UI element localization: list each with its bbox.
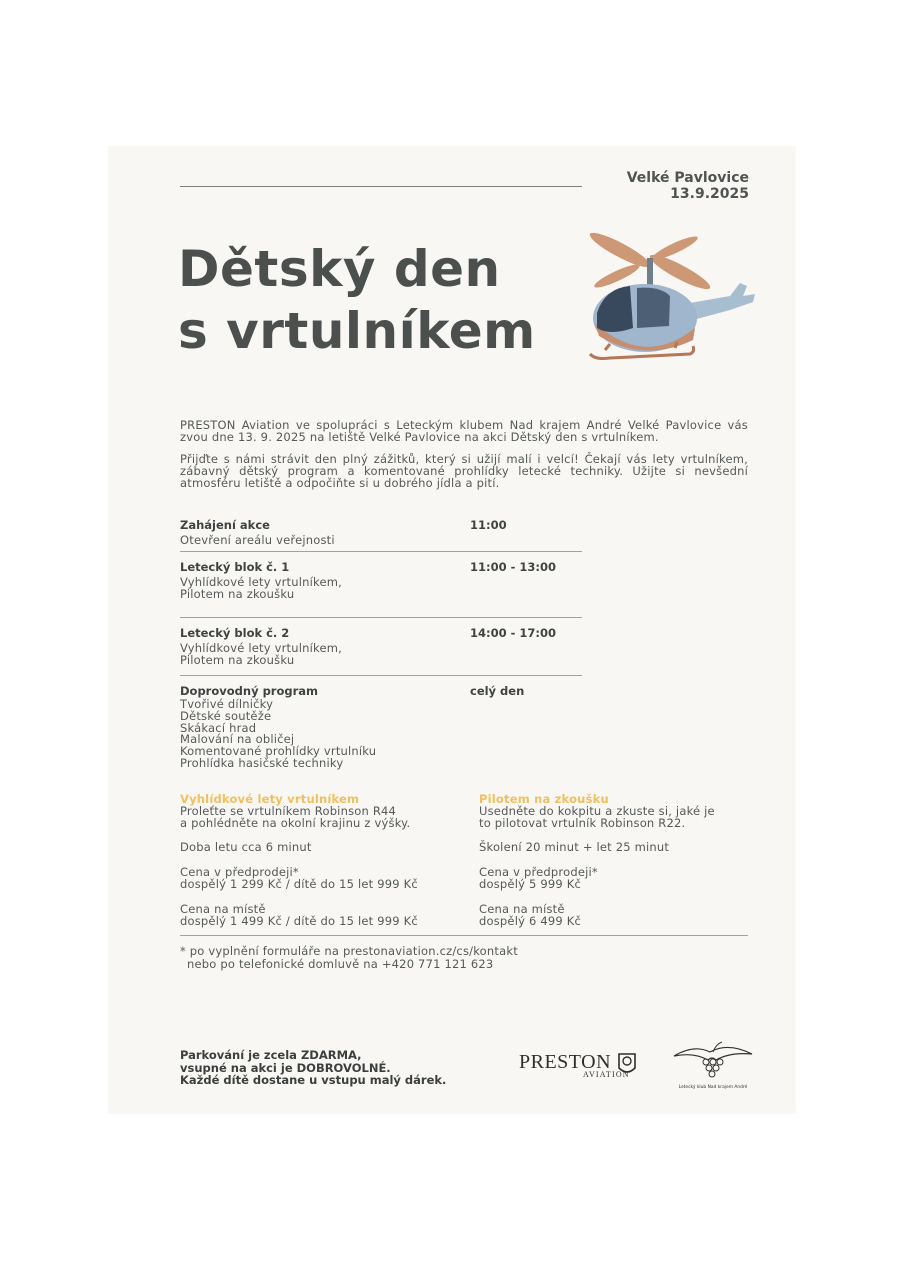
page-title: [178, 238, 536, 362]
preston-aviation-logo: [519, 1048, 637, 1082]
event-location-date: [627, 170, 749, 202]
offer-text: to pilotovat vrtulník Robinson R22.: [479, 815, 686, 830]
footnote: [180, 945, 518, 970]
schedule-row: [180, 518, 582, 552]
footer-line-1: Parkování je zcela ZDARMA,: [180, 1048, 362, 1062]
schedule-item-name: Letecký blok č. 2: [180, 626, 290, 640]
schedule-item-time: 11:00 - 13:00: [470, 560, 556, 574]
club-logo-text: Letecký klub Nad krajem André: [678, 1085, 748, 1090]
offer-presale-label: Cena v předprodeji*: [479, 865, 598, 880]
footnote-line-2: nebo po telefonické domluvě na +420 771 121 623: [187, 956, 494, 971]
preston-logo-text: PRESTON: [519, 1051, 612, 1073]
footnote-divider: [180, 935, 748, 936]
schedule-item-desc: Komentované prohlídky vrtulníku: [180, 744, 377, 759]
schedule-item-desc: Malování na obličej: [180, 732, 295, 747]
footer-line-3: Každé dítě dostane u vstupu malý dárek.: [180, 1073, 447, 1087]
schedule-row: [180, 626, 582, 676]
offer-onsite-label: Cena na místě: [180, 901, 266, 916]
offer-onsite-label: Cena na místě: [479, 901, 565, 916]
offer-pilot-trial: [479, 794, 749, 940]
title-line-1: Dětský den: [178, 240, 501, 298]
schedule-item-time: 11:00: [470, 518, 507, 532]
schedule-item-desc: Pilotem na zkoušku: [180, 586, 295, 601]
offer-text: Proleťte se vrtulníkem Robinson R44: [180, 803, 397, 818]
schedule-item-time: celý den: [470, 684, 525, 698]
schedule-item-desc: Prohlídka hasičské techniky: [180, 755, 344, 770]
offer-presale-price: dospělý 1 299 Kč / dítě do 15 let 999 Kč: [180, 876, 418, 891]
intro-paragraph-1: PRESTON Aviation ve spolupráci s Leteckým klubem Nad krajem André Velké Pavlovice vás zvou dne 13. 9. 2025 na letiště Velké Pavlovice na akci Dětský den s vrtulníkem.: [180, 418, 748, 444]
schedule-item-desc: Tvořivé dílničky: [180, 697, 274, 711]
schedule-item-time: 14:00 - 17:00: [470, 626, 556, 640]
offer-heading: Pilotem na zkoušku: [479, 792, 609, 806]
schedule-row: [180, 560, 582, 618]
offer-onsite-price: dospělý 1 499 Kč / dítě do 15 let 999 Kč: [180, 913, 418, 928]
title-line-2: s vrtulníkem: [178, 302, 536, 360]
schedule-item-desc: Vyhlídkové lety vrtulníkem,: [180, 575, 342, 589]
offer-sightseeing-flights: [180, 794, 450, 940]
footer-info: [180, 1049, 446, 1087]
schedule-item-desc: Vyhlídkové lety vrtulníkem,: [180, 641, 342, 655]
event-date: 13.9.2025: [670, 186, 749, 202]
aero-club-logo: [670, 1034, 756, 1094]
schedule-item-desc: Skákací hrad: [180, 720, 257, 735]
footer-line-2: vsupné na akci je DOBROVOLNÉ.: [180, 1060, 391, 1075]
schedule-item-name: Zahájení akce: [180, 518, 270, 532]
footnote-line-1: * po vyplnění formuláře na prestonaviation.cz/cs/kontakt: [180, 944, 518, 958]
intro-paragraph-2: Přijďte s námi strávit den plný zážitků, který si užijí malí i velcí! Čekají vás lety vrtulníkem, zábavný dětský program a komentované prohlídky letecké techniky. Užijte si nevšední atmosféru letiště a odpočiňte si u dobrého jídla a pití.: [180, 452, 748, 490]
top-divider: [180, 186, 582, 187]
event-place: Velké Pavlovice: [626, 170, 749, 186]
offer-duration: Doba letu cca 6 minut: [180, 840, 312, 855]
preston-logo-subtext: AVIATION: [583, 1070, 630, 1079]
schedule-item-desc: Otevření areálu veřejnosti: [180, 533, 335, 547]
offer-duration: Školení 20 minut + let 25 minut: [479, 840, 670, 855]
schedule-item-desc: Pilotem na zkoušku: [180, 652, 295, 667]
offer-heading: Vyhlídkové lety vrtulníkem: [180, 792, 360, 806]
offer-presale-price: dospělý 5 999 Kč: [479, 876, 581, 891]
schedule-item-desc: Dětské soutěže: [180, 708, 272, 723]
schedule-item-name: Doprovodný program: [180, 684, 319, 698]
helicopter-illustration: [565, 228, 760, 378]
offer-presale-label: Cena v předprodeji*: [180, 865, 299, 880]
schedule-row: [180, 684, 582, 770]
offer-onsite-price: dospělý 6 499 Kč: [479, 913, 581, 928]
schedule: [180, 518, 582, 770]
offer-text: Usedněte do kokpitu a zkuste si, jaké je: [479, 803, 715, 818]
offer-text: a pohlédněte na okolní krajinu z výšky.: [180, 815, 411, 830]
schedule-item-name: Letecký blok č. 1: [180, 560, 290, 574]
